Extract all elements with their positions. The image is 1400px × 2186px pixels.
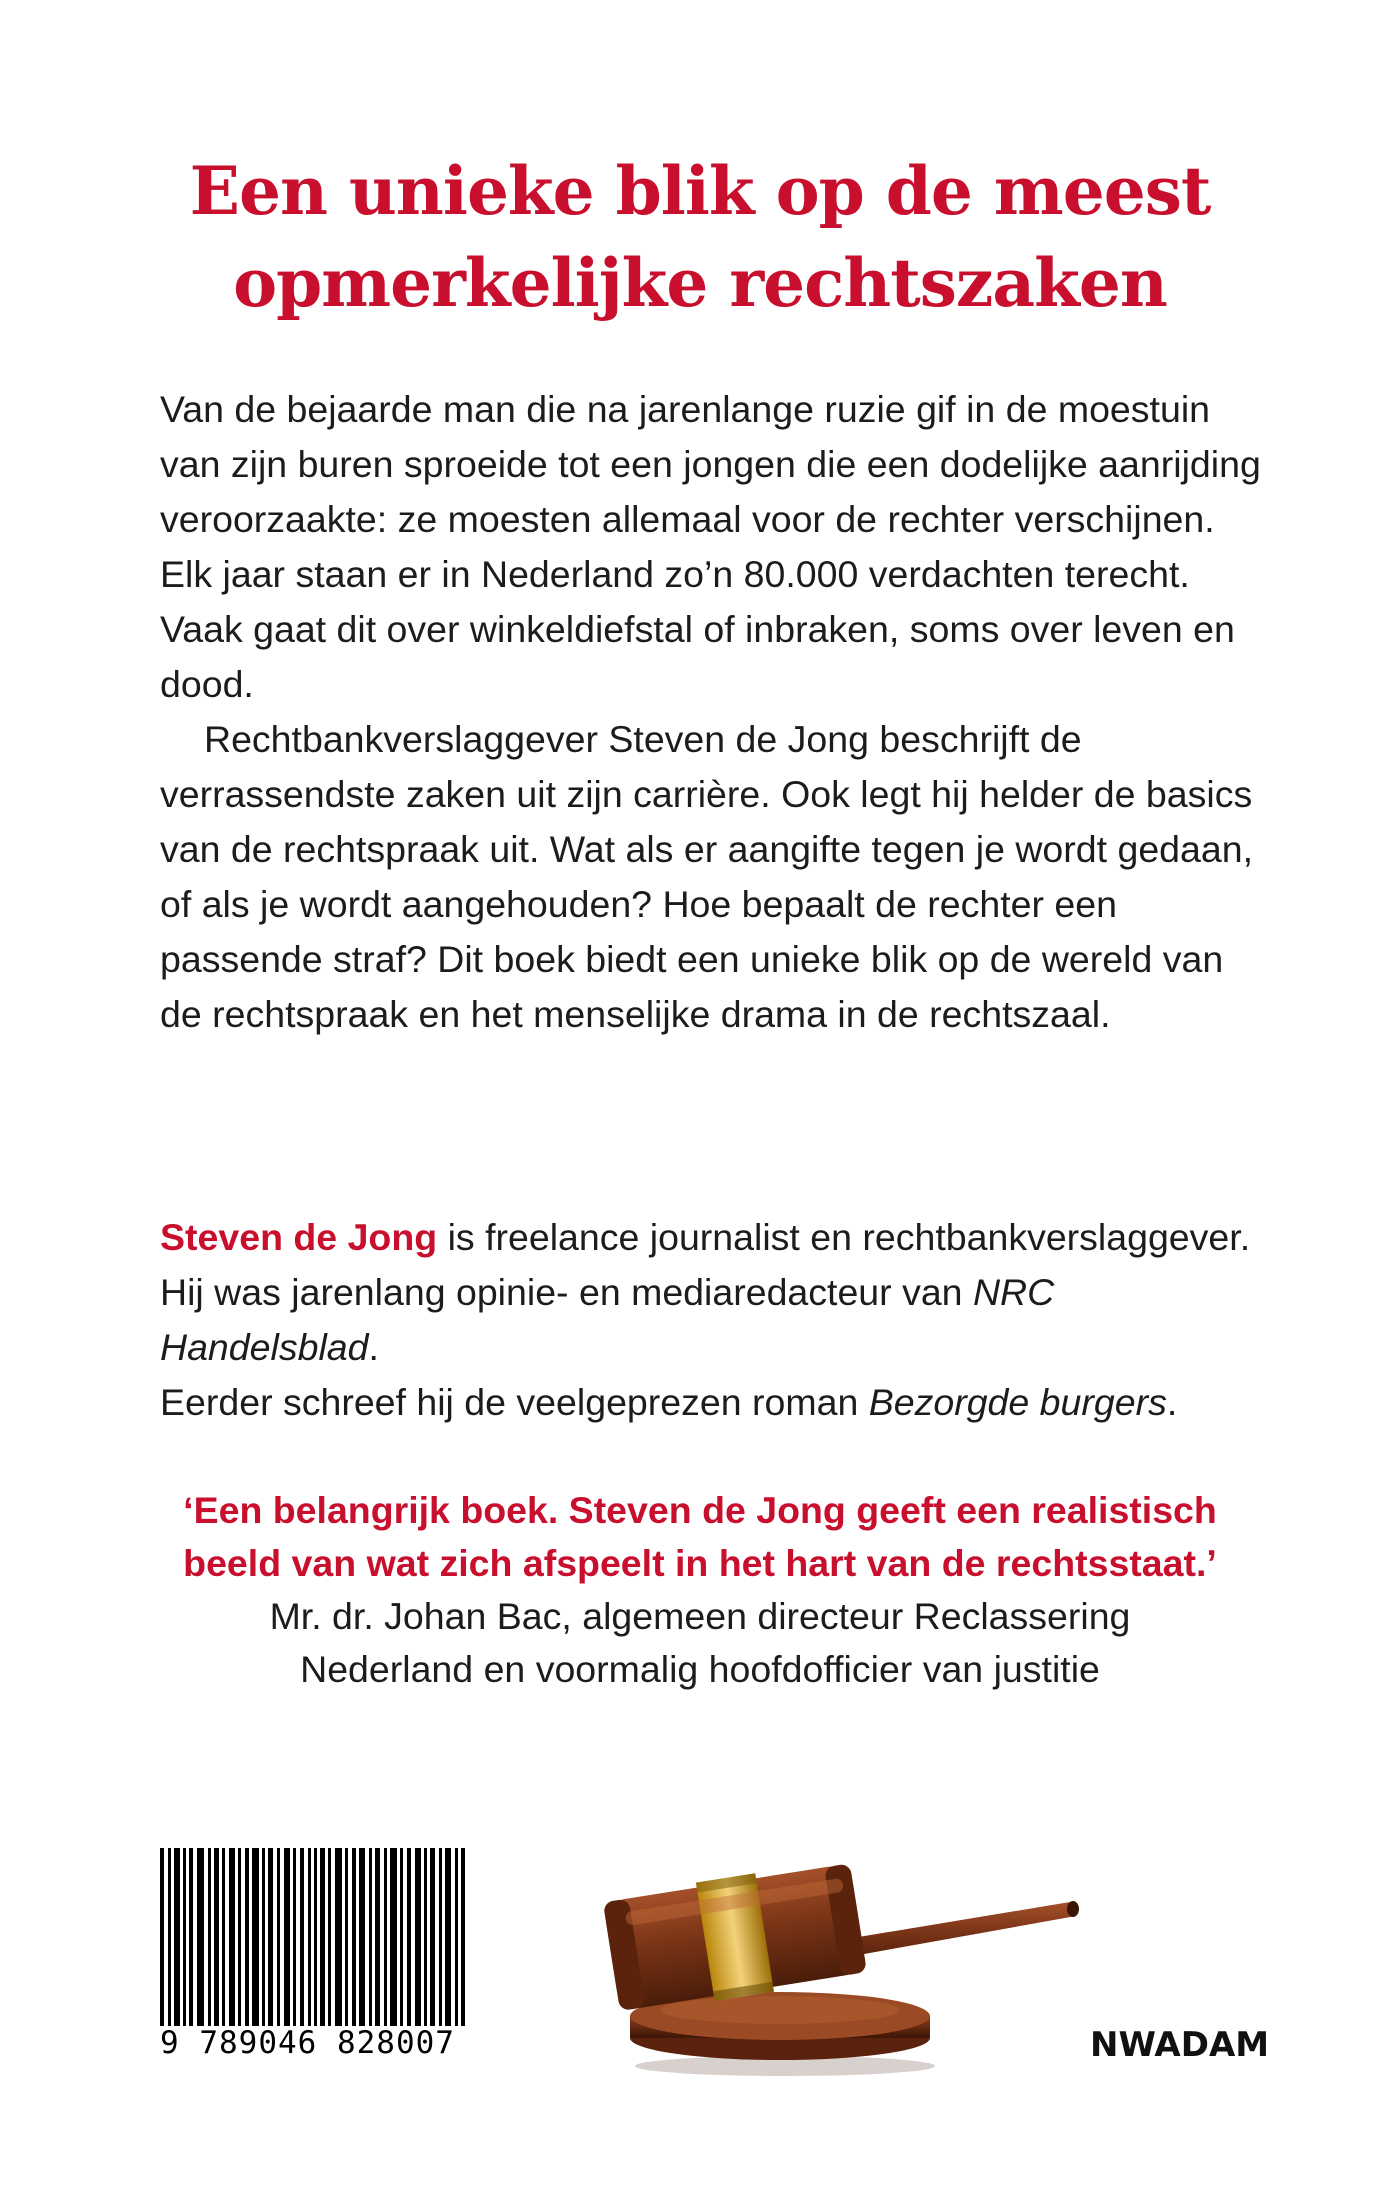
headline xyxy=(140,145,1260,329)
headline-line-1: Een unieke blik op de meest xyxy=(189,152,1211,230)
quote-line-2: beeld van wat zich afspeelt in het hart van de rechtsstaat.’ xyxy=(183,1542,1217,1584)
bio-line-3-pre: Eerder schreef hij de veelgeprezen roman xyxy=(160,1381,869,1423)
attribution-line-2: Nederland en voormalig hoofdofficier van justitie xyxy=(300,1648,1100,1690)
bio-line-3-post: . xyxy=(1166,1381,1178,1423)
review-quote xyxy=(120,1484,1280,1696)
blurb-paragraph-1: Van de bejaarde man die na jarenlange ruzie gif in de moestuin van zijn buren sproeide tot een jongen die een dodelijke aanrijding veroorzaakte: ze moesten allemaal voor de rechter verschijnen. Elk jaar staan er in Nederland zo’n 80.000 verdachten terecht. Vaak gaat dit over winkeldiefstal of inbraken, soms over leven en dood. xyxy=(160,388,1261,705)
quote-attribution xyxy=(120,1590,1280,1696)
bio-line-1-rest: is freelance journalist en rechtbankverslaggever. xyxy=(437,1216,1251,1258)
author-bio xyxy=(160,1210,1270,1430)
bio-line-2 xyxy=(160,1265,1270,1375)
bio-line-2-pre: Hij was jarenlang opinie- en mediaredacteur van xyxy=(160,1271,973,1313)
blurb-paragraph-2: Rechtbankverslaggever Steven de Jong beschrijft de verrassendste zaken uit zijn carrière. Ook legt hij helder de basics van de rechtspraak uit. Wat als er aangifte tegen je wordt gedaan, of als je wordt aangehouden? Hoe bepaalt de rechter een passende straf? Dit boek biedt een unieke blik op de wereld van de rechtspraak en het menselijke drama in de rechtszaal. xyxy=(160,718,1254,1035)
attribution-line-1: Mr. dr. Johan Bac, algemeen directeur Reclassering xyxy=(269,1595,1131,1637)
headline-line-2: opmerkelijke rechtszaken xyxy=(233,244,1167,322)
bio-line-1 xyxy=(160,1210,1270,1265)
publisher-logo: NWADAM xyxy=(1090,2025,1270,2065)
isbn-barcode xyxy=(160,1848,472,2060)
quote-text xyxy=(120,1484,1280,1590)
author-name: Steven de Jong xyxy=(160,1216,438,1258)
isbn-digits: 9 789046 828007 xyxy=(160,2026,472,2060)
bio-line-2-post: . xyxy=(368,1326,379,1368)
blurb xyxy=(160,382,1270,1042)
newspaper-title: NRC Handelsblad xyxy=(160,1271,1055,1368)
quote-line-1: ‘Een belangrijk boek. Steven de Jong geeft een realistisch xyxy=(183,1489,1217,1531)
bio-line-3 xyxy=(160,1375,1270,1430)
gavel-icon xyxy=(570,1838,1090,2078)
novel-title: Bezorgde burgers xyxy=(868,1381,1167,1423)
